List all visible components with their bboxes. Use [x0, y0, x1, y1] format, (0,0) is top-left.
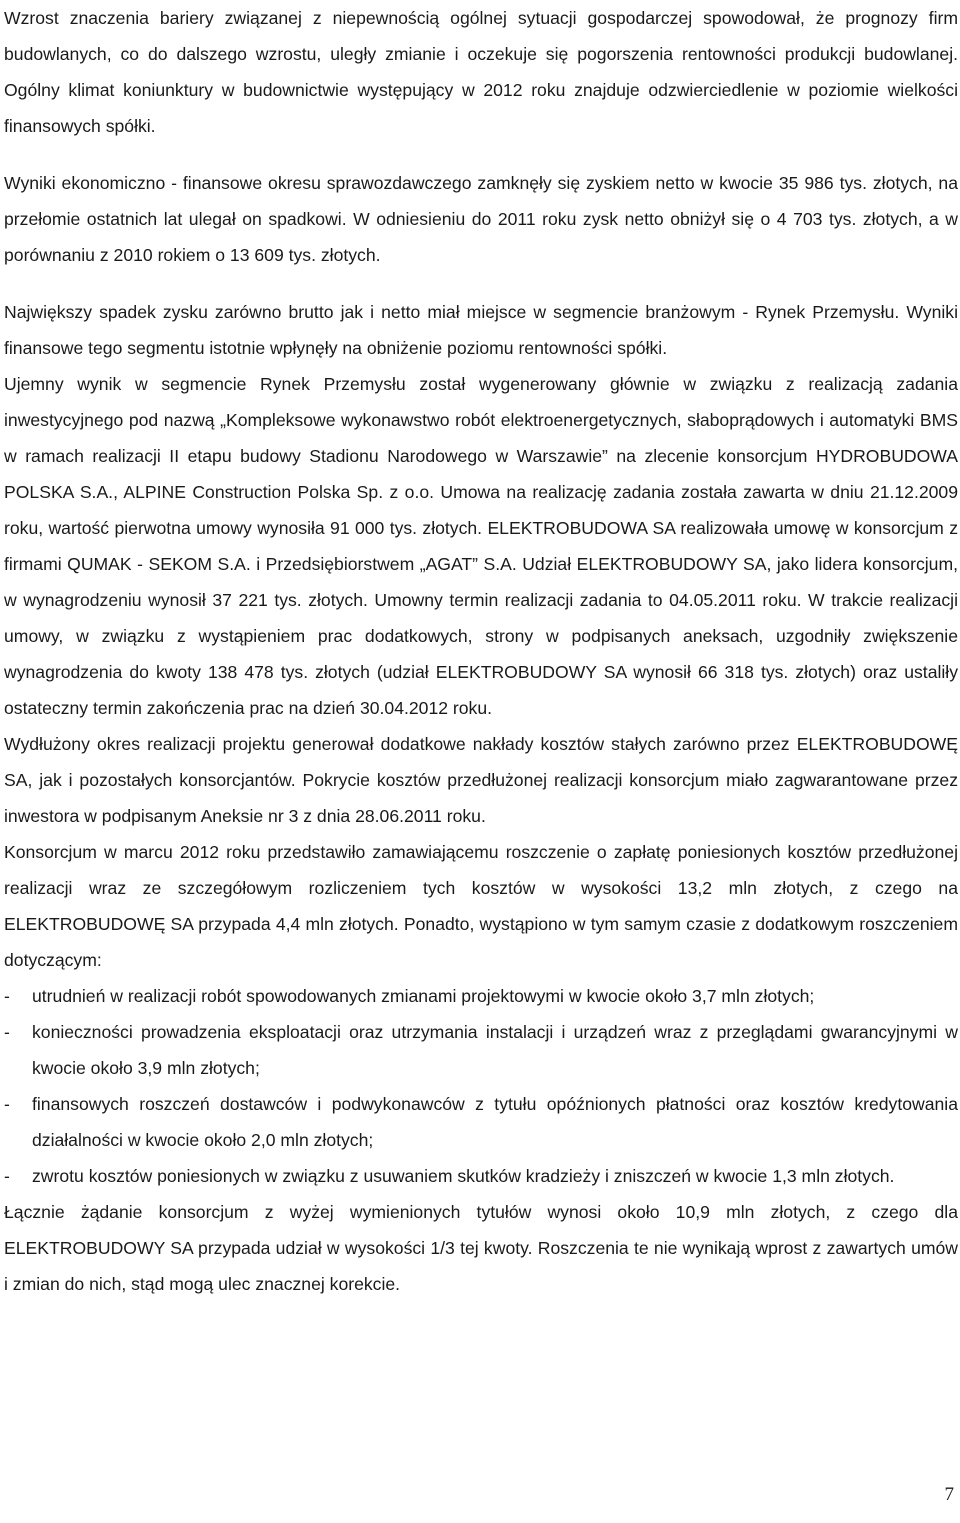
paragraph-consortium-claim: Konsorcjum w marcu 2012 roku przedstawiło zamawiającemu roszczenie o zapłatę poniesionych kosztów przedłużonej realizacji wraz ze szczegółowym rozliczeniem tych kosztów w wysokości 13,2 mln złotych, z czego na ELEKTROBUDOWĘ SA przypada 4,4 mln złotych. Ponadto, wystąpiono w tym samym czasie z dodatkowym roszczeniem dotyczącym: [4, 842, 958, 970]
list-item [4, 1086, 958, 1158]
dash-bullet: - [4, 1022, 10, 1042]
dash-bullet: - [4, 1094, 10, 1114]
list-item-text: zwrotu kosztów poniesionych w związku z usuwaniem skutków kradzieży i zniszczeń w kwocie 1,3 mln złotych. [32, 1166, 895, 1186]
paragraph-extended-period: Wydłużony okres realizacji projektu generował dodatkowe nakłady kosztów stałych zarówno przez ELEKTROBUDOWĘ SA, jak i pozostałych konsorcjantów. Pokrycie kosztów przedłużonej realizacji konsorcjum miało zagwarantowane przez inwestora w podpisanym Aneksie nr 3 z dnia 28.06.2011 roku. [4, 734, 958, 826]
paragraph-financial-results: Wyniki ekonomiczno - finansowe okresu sprawozdawczego zamknęły się zyskiem netto w kwocie 35 986 tys. złotych, na przełomie ostatnich lat ulegał on spadkowi. W odniesieniu do 2011 roku zysk netto obniżył się o 4 703 tys. złotych, a w porównaniu z 2010 rokiem o 13 609 tys. złotych. [4, 173, 958, 265]
list-item-text: finansowych roszczeń dostawców i podwykonawców z tytułu opóźnionych płatności oraz kosztów kredytowania działalności w kwocie około 2,0 mln złotych; [32, 1094, 958, 1150]
dash-bullet: - [4, 986, 10, 1006]
list-item [4, 1158, 958, 1194]
dash-bullet: - [4, 1166, 10, 1186]
paragraph-economic-climate: Wzrost znaczenia bariery związanej z niepewnością ogólnej sytuacji gospodarczej spowodował, że prognozy firm budowlanych, co do dalszego wzrostu, uległy zmianie i oczekuje się pogorszenia rentowności produkcji budowlanej. Ogólny klimat koniunktury w budownictwie występujący w 2012 roku znajduje odzwierciedlenie w poziomie wielkości finansowych spółki. [4, 8, 958, 136]
list-item [4, 1014, 958, 1086]
paragraph-segment-decline: Największy spadek zysku zarówno brutto jak i netto miał miejsce w segmencie branżowym - Rynek Przemysłu. Wyniki finansowe tego segmentu istotnie wpłynęły na obniżenie poziomu rentowności spółki. [4, 302, 958, 358]
list-item [4, 978, 958, 1014]
paragraph-stadium-contract: Ujemny wynik w segmencie Rynek Przemysłu został wygenerowany głównie w związku z realizacją zadania inwestycyjnego pod nazwą „Kompleksowe wykonawstwo robót elektroenergetycznych, słaboprądowych i automatyki BMS w ramach realizacji II etapu budowy Stadionu Narodowego w Warszawie” na zlecenie konsorcjum HYDROBUDOWA POLSKA S.A., ALPINE Construction Polska Sp. z o.o. Umowa na realizację zadania została zawarta w dniu 21.12.2009 roku, wartość pierwotna umowy wynosiła 91 000 tys. złotych. ELEKTROBUDOWA SA realizowała umowę w konsorcjum z firmami QUMAK - SEKOM S.A. i Przedsiębiorstwem „AGAT” S.A. Udział ELEKTROBUDOWY SA, jako lidera konsorcjum, w wynagrodzeniu wynosił 37 221 tys. złotych. Umowny termin realizacji zadania to 04.05.2011 roku. W trakcie realizacji umowy, w związku z wystąpieniem prac dodatkowych, strony w podpisanych aneksach, uzgodniły zwiększenie wynagrodzenia do kwoty 138 478 tys. złotych (udział ELEKTROBUDOWY SA wynosił 66 318 tys. złotych) oraz ustaliły ostateczny termin zakończenia prac na dzień 30.04.2012 roku. [4, 374, 958, 718]
document-page [4, 0, 958, 1302]
list-item-text: konieczności prowadzenia eksploatacji oraz utrzymania instalacji i urządzeń wraz z przeglądami gwarancyjnymi w kwocie około 3,9 mln złotych; [32, 1022, 958, 1078]
claims-list [4, 978, 958, 1194]
list-item-text: utrudnień w realizacji robót spowodowanych zmianami projektowymi w kwocie około 3,7 mln złotych; [32, 986, 815, 1006]
paragraph-total-claim: Łącznie żądanie konsorcjum z wyżej wymienionych tytułów wynosi około 10,9 mln złotych, z czego dla ELEKTROBUDOWY SA przypada udział w wysokości 1/3 tej kwoty. Roszczenia te nie wynikają wprost z zawartych umów i zmian do nich, stąd mogą ulec znacznej korekcie. [4, 1202, 958, 1294]
page-number: 7 [944, 1484, 954, 1505]
